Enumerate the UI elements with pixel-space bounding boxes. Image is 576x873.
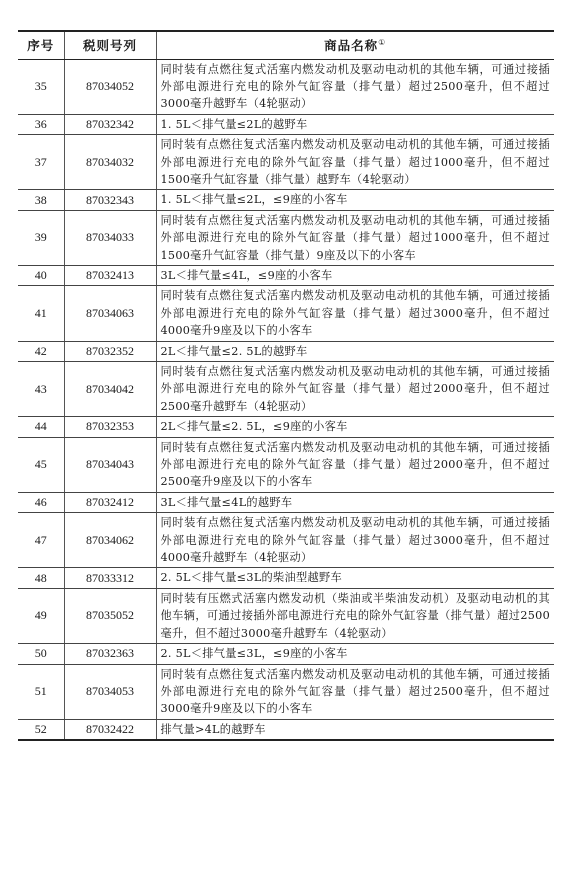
row-product-name: 同时装有点燃往复式活塞内燃发动机及驱动电动机的其他车辆，可通过接插外部电源进行充电的除外气缸容量（排气量）超过1000毫升，但不超过1500毫升气缸容量（排气量）越野车（4轮驱动） xyxy=(156,135,554,190)
row-tariff-code: 87034062 xyxy=(64,513,156,568)
row-tariff-code: 87032412 xyxy=(64,492,156,512)
row-tariff-code: 87034033 xyxy=(64,210,156,265)
row-seq: 37 xyxy=(18,135,64,190)
row-tariff-code: 87032413 xyxy=(64,265,156,285)
table-row xyxy=(18,719,554,740)
row-product-name: 同时装有点燃往复式活塞内燃发动机及驱动电动机的其他车辆，可通过接插外部电源进行充电的除外气缸容量（排气量）超过2000毫升，但不超过2500毫升越野车（4轮驱动） xyxy=(156,362,554,417)
row-product-name: 3L＜排气量≤4L，≤9座的小客车 xyxy=(156,265,554,285)
row-seq: 48 xyxy=(18,568,64,588)
row-product-name: 同时装有点燃往复式活塞内燃发动机及驱动电动机的其他车辆，可通过接插外部电源进行充电的除外气缸容量（排气量）超过3000毫升，但不超过4000毫升越野车（4轮驱动） xyxy=(156,513,554,568)
table-row xyxy=(18,135,554,190)
row-product-name: 2L＜排气量≤2. 5L的越野车 xyxy=(156,341,554,361)
row-product-name: 同时装有点燃往复式活塞内燃发动机及驱动电动机的其他车辆，可通过接插外部电源进行充电的除外气缸容量（排气量）超过2500毫升，但不超过3000毫升9座及以下的小客车 xyxy=(156,664,554,719)
row-tariff-code: 87034032 xyxy=(64,135,156,190)
row-product-name: 同时装有点燃往复式活塞内燃发动机及驱动电动机的其他车辆，可通过接插外部电源进行充电的除外气缸容量（排气量）超过1000毫升，但不超过1500毫升气缸容量（排气量）9座及以下的小客车 xyxy=(156,210,554,265)
row-product-name: 3L＜排气量≤4L的越野车 xyxy=(156,492,554,512)
row-tariff-code: 87034053 xyxy=(64,664,156,719)
table-row xyxy=(18,644,554,664)
row-tariff-code: 87033312 xyxy=(64,568,156,588)
row-product-name: 2. 5L＜排气量≤3L的柴油型越野车 xyxy=(156,568,554,588)
row-seq: 43 xyxy=(18,362,64,417)
row-seq: 38 xyxy=(18,190,64,210)
table-row xyxy=(18,210,554,265)
header-code: 税则号列 xyxy=(64,31,156,59)
row-product-name: 2L＜排气量≤2. 5L，≤9座的小客车 xyxy=(156,417,554,437)
tariff-table xyxy=(18,30,554,741)
row-seq: 35 xyxy=(18,59,64,114)
header-name-label: 商品名称 xyxy=(324,38,379,54)
row-seq: 36 xyxy=(18,114,64,134)
row-tariff-code: 87034043 xyxy=(64,437,156,492)
table-body xyxy=(18,59,554,740)
table-row xyxy=(18,286,554,341)
row-seq: 41 xyxy=(18,286,64,341)
row-tariff-code: 87032342 xyxy=(64,114,156,134)
row-product-name: 1. 5L＜排气量≤2L，≤9座的小客车 xyxy=(156,190,554,210)
row-tariff-code: 87035052 xyxy=(64,588,156,643)
row-product-name: 同时装有点燃往复式活塞内燃发动机及驱动电动机的其他车辆，可通过接插外部电源进行充电的除外气缸容量（排气量）超过2500毫升，但不超过3000毫升越野车（4轮驱动） xyxy=(156,59,554,114)
row-seq: 44 xyxy=(18,417,64,437)
header-row xyxy=(18,31,554,59)
table-row xyxy=(18,513,554,568)
row-product-name: 同时装有点燃往复式活塞内燃发动机及驱动电动机的其他车辆，可通过接插外部电源进行充电的除外气缸容量（排气量）超过3000毫升，但不超过4000毫升9座及以下的小客车 xyxy=(156,286,554,341)
row-tariff-code: 87034052 xyxy=(64,59,156,114)
table-row xyxy=(18,114,554,134)
row-seq: 39 xyxy=(18,210,64,265)
row-seq: 47 xyxy=(18,513,64,568)
table-header xyxy=(18,31,554,59)
row-seq: 40 xyxy=(18,265,64,285)
row-tariff-code: 87034063 xyxy=(64,286,156,341)
row-tariff-code: 87034042 xyxy=(64,362,156,417)
row-product-name: 2. 5L＜排气量≤3L，≤9座的小客车 xyxy=(156,644,554,664)
row-tariff-code: 87032363 xyxy=(64,644,156,664)
row-seq: 51 xyxy=(18,664,64,719)
table-row xyxy=(18,664,554,719)
row-product-name: 1. 5L＜排气量≤2L的越野车 xyxy=(156,114,554,134)
row-product-name: 排气量>4L的越野车 xyxy=(156,719,554,740)
table-row xyxy=(18,437,554,492)
table-row xyxy=(18,492,554,512)
row-seq: 45 xyxy=(18,437,64,492)
table-row xyxy=(18,341,554,361)
row-seq: 50 xyxy=(18,644,64,664)
header-seq: 序号 xyxy=(18,31,64,59)
header-name xyxy=(156,31,554,59)
row-seq: 42 xyxy=(18,341,64,361)
row-tariff-code: 87032422 xyxy=(64,719,156,740)
table-row xyxy=(18,59,554,114)
row-product-name: 同时装有压燃式活塞内燃发动机（柴油或半柴油发动机）及驱动电动机的其他车辆，可通过接插外部电源进行充电的除外气缸容量（排气量）超过2500毫升，但不超过3000毫升越野车（4轮驱动） xyxy=(156,588,554,643)
row-tariff-code: 87032352 xyxy=(64,341,156,361)
row-seq: 49 xyxy=(18,588,64,643)
table-row xyxy=(18,417,554,437)
table-row xyxy=(18,265,554,285)
row-seq: 52 xyxy=(18,719,64,740)
row-product-name: 同时装有点燃往复式活塞内燃发动机及驱动电动机的其他车辆，可通过接插外部电源进行充电的除外气缸容量（排气量）超过2000毫升，但不超过2500毫升9座及以下的小客车 xyxy=(156,437,554,492)
table-row xyxy=(18,362,554,417)
table-row xyxy=(18,190,554,210)
table-row xyxy=(18,568,554,588)
header-name-footnote-mark: ① xyxy=(378,38,387,48)
row-tariff-code: 87032343 xyxy=(64,190,156,210)
row-tariff-code: 87032353 xyxy=(64,417,156,437)
table-row xyxy=(18,588,554,643)
row-seq: 46 xyxy=(18,492,64,512)
